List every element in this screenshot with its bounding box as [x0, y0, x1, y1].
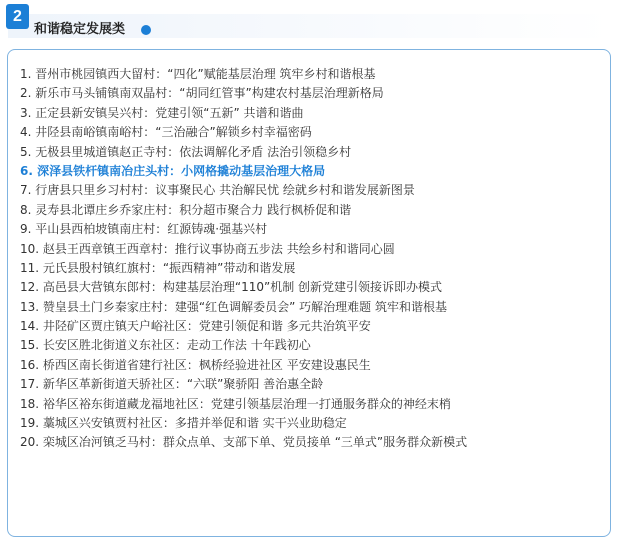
list-item: 1. 晋州市桃园镇西大留村：“四化”赋能基层治理 筑牢乡村和谐根基	[20, 67, 376, 81]
list-item: 12. 高邑县大营镇东郎村：构建基层治理“110”机制 创新党建引领接诉即办模式	[20, 280, 443, 295]
list-item: 7. 行唐县只里乡习村村：议事聚民心 共治解民忧 绘就乡村和谐发展新图景	[20, 183, 415, 198]
list-item: 3. 正定县新安镇吴兴村：党建引领“五新” 共谱和谐曲	[20, 105, 304, 120]
list-item: 20. 栾城区冶河镇乏马村：群众点单、支部下单、党员接单 “三单式”服务群众新模式	[20, 435, 468, 450]
list-item: 15. 长安区胜北街道义东社区：走动工作法 十年践初心	[20, 338, 311, 353]
list-item: 4. 井陉县南峪镇南峪村：“三治融合”解锁乡村幸福密码	[20, 125, 312, 140]
list-item: 11. 元氏县殷村镇红旗村：“振西精神”带动和谐发展	[20, 260, 296, 275]
title-dot-icon	[141, 25, 151, 35]
list-item: 16. 桥西区南长街道省建行社区：枫桥经验进社区 平安建设惠民生	[20, 357, 371, 372]
list-item: 8. 灵寿县北谭庄乡乔家庄村：积分超市聚合力 践行枫桥促和谐	[20, 202, 352, 217]
item-list	[20, 65, 467, 453]
list-item: 18. 裕华区裕东街道藏龙福地社区：党建引领基层治理一打通服务群众的神经末梢	[20, 396, 451, 411]
list-item: 19. 藁城区兴安镇贾村社区：多措并举促和谐 实干兴业助稳定	[20, 416, 347, 431]
list-item: 13. 赞皇县土门乡秦家庄村：建强“红色调解委员会” 巧解治理难题 筑牢和谐根基	[20, 299, 447, 314]
list-item: 2. 新乐市马头铺镇南双晶村：“胡同红管事”构建农村基层治理新格局	[20, 86, 384, 101]
list-item: 17. 新华区革新街道天骄社区：“六联”聚骄阳 善治惠全龄	[20, 377, 324, 392]
section-title: 和谐稳定发展类	[34, 22, 126, 37]
list-item: 9. 平山县西柏坡镇南庄村：红源铸魂·强基兴村	[20, 222, 268, 237]
section-number-badge: 2	[6, 4, 29, 29]
list-item: 5. 无极县里城道镇赵正寺村：依法调解化矛盾 法治引领稳乡村	[20, 144, 352, 159]
list-item: 14. 井陉矿区贾庄镇天户峪社区：党建引领促和谐 多元共治筑平安	[20, 319, 371, 334]
list-item: 6. 深泽县铁杆镇南冶庄头村：小网格撬动基层治理大格局	[20, 163, 326, 178]
list-item: 10. 赵县王西章镇王西章村：推行议事协商五步法 共绘乡村和谐同心圆	[20, 241, 395, 256]
